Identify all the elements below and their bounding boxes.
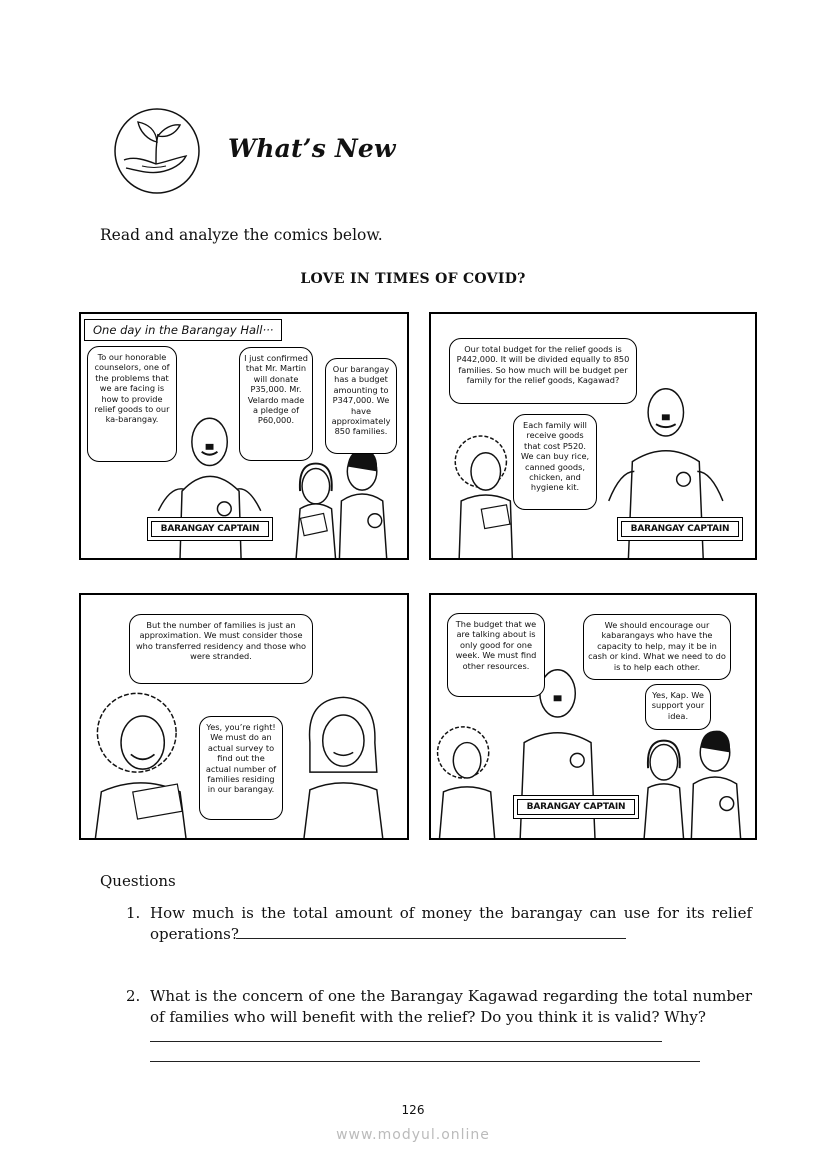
hand-with-sprout-icon [112, 106, 202, 196]
speech-bubble-kagawad: Each family will receive goods that cost P520. We can buy rice, canned goods, chicken, and hygiene kit. [513, 414, 597, 510]
question-2 [126, 986, 752, 1030]
comic-panel-2 [429, 312, 757, 560]
barangay-captain-sign [147, 517, 273, 541]
speech-bubble-captain: Our total budget for the relief goods is P442,000. It will be divided equally to 850 families. So how much will be budget per family for the relief goods, Kagawad? [449, 338, 637, 404]
sign-label: BARANGAY CAPTAIN [517, 799, 635, 815]
speech-bubble-kagawad-1: I just confirmed that Mr. Martin will donate P35,000. Mr. Velardo made a pledge of P60,000. [239, 347, 313, 461]
comic-panel-4 [429, 593, 757, 840]
question-text: How much is the total amount of money the barangay can use for its relief operations? [150, 904, 752, 943]
question-number: 1. [126, 904, 141, 922]
speech-bubble-captain: To our honorable counselors, one of the problems that we are facing is how to provide relief goods to our ka-barangay. [87, 346, 177, 462]
speech-bubble-kagawad-2: Yes, Kap. We support your idea. [645, 684, 711, 730]
sign-label: BARANGAY CAPTAIN [621, 521, 739, 537]
intro-text: Read and analyze the comics below. [100, 226, 383, 244]
question-number: 2. [126, 987, 141, 1005]
section-title: What’s New [228, 134, 396, 163]
questions-heading: Questions [100, 872, 176, 890]
answer-line[interactable] [236, 938, 626, 939]
question-1 [126, 903, 752, 947]
watermark: www.modyul.online [336, 1127, 490, 1143]
comic-panel-3 [79, 593, 409, 840]
speech-bubble-kagawad-2: Yes, you’re right! We must do an actual survey to find out the actual number of families residing in our barangay. [199, 716, 283, 820]
answer-line[interactable] [150, 1041, 662, 1042]
page-number: 126 [401, 1103, 425, 1117]
answer-line[interactable] [150, 1061, 700, 1062]
sign-label: BARANGAY CAPTAIN [151, 521, 269, 537]
comic-panel-1 [79, 312, 409, 560]
question-text: What is the concern of one the Barangay Kagawad regarding the total number of families who will benefit with the relief? Do you think it is valid? Why? [150, 987, 752, 1026]
barangay-captain-sign [617, 517, 743, 541]
barangay-captain-sign [513, 795, 639, 819]
speech-bubble-kagawad-1: The budget that we are talking about is only good for one week. We must find other resources. [447, 613, 545, 697]
comic-title: LOVE IN TIMES OF COVID? [300, 271, 526, 287]
speech-bubble-kagawad-1: But the number of families is just an approximation. We must consider those who transferred residency and those who were stranded. [129, 614, 313, 684]
speech-bubble-captain: We should encourage our kabarangays who have the capacity to help, may it be in cash or kind. What we need to do is to help each other. [583, 614, 731, 680]
speech-bubble-kagawad-2: Our barangay has a budget amounting to P347,000. We have approximately 850 families. [325, 358, 397, 454]
panel-caption: One day in the Barangay Hall··· [84, 319, 282, 341]
